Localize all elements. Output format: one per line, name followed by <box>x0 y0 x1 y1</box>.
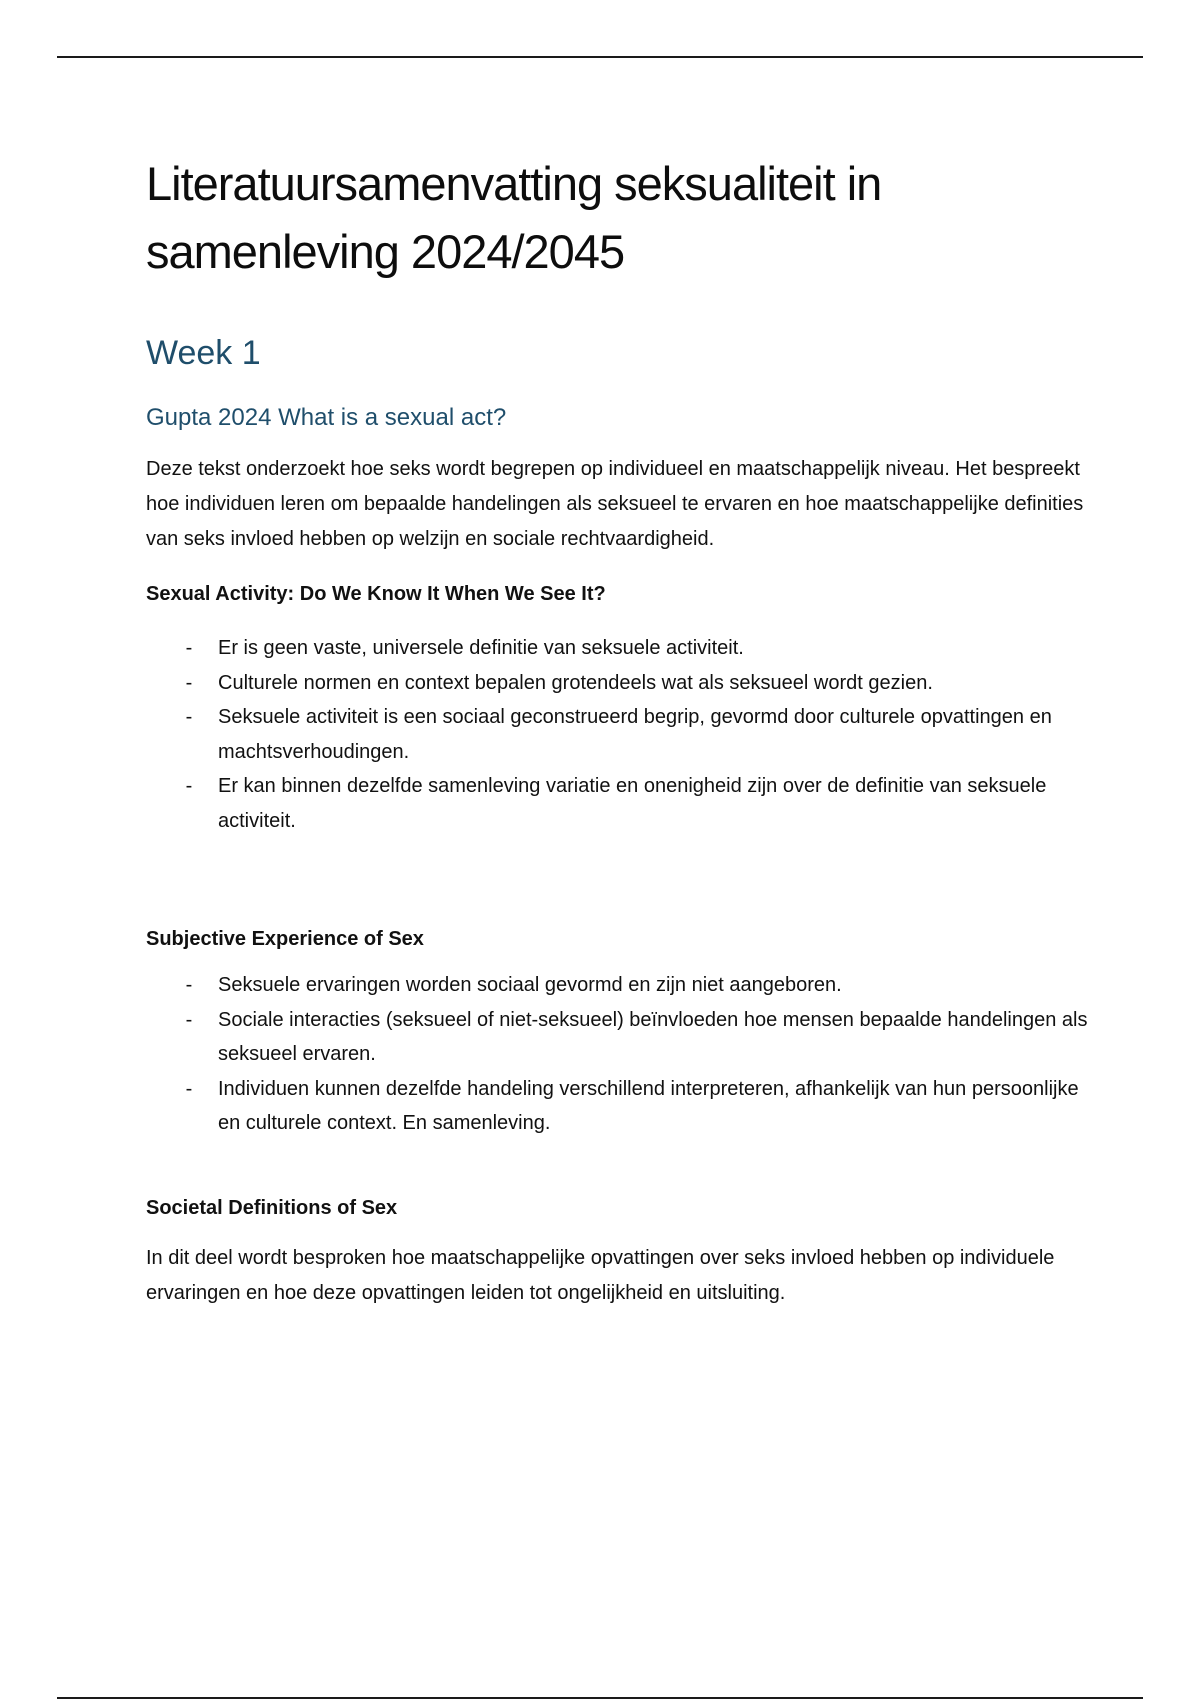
list-item-text: Seksuele activiteit is een sociaal geconstrueerd begrip, gevormd door culturele opvattingen en machtsverhoudingen. <box>218 706 1052 763</box>
bullet-marker: - <box>185 775 193 797</box>
bullet-marker: - <box>185 1077 193 1100</box>
list-item-text: Seksuele ervaringen worden sociaal gevormd en zijn niet aangeboren. <box>218 974 842 996</box>
spacer <box>146 838 1106 902</box>
bullet-marker: - <box>185 637 193 659</box>
bullet-marker: - <box>185 1008 193 1031</box>
list-item <box>146 1072 1106 1141</box>
top-rule <box>57 56 1143 58</box>
bullet-marker: - <box>185 974 193 996</box>
list-item <box>146 631 1106 666</box>
list-item <box>146 1003 1106 1072</box>
section-heading-subjective-experience: Subjective Experience of Sex <box>146 928 424 950</box>
societal-definitions-paragraph: In dit deel wordt besproken hoe maatschappelijke opvattingen over seks invloed hebben op individuele ervaringen en hoe deze opvattingen leiden tot ongelijkheid en uitsluiting. <box>146 1246 1055 1304</box>
intro-paragraph: Deze tekst onderzoekt hoe seks wordt begrepen op individueel en maatschappelijk niveau. Het bespreekt hoe individuen leren om bepaalde handelingen als seksueel te ervaren en hoe maatschappelijke definities van seks invloed hebben op welzijn en sociale rechtvaardigheid. <box>146 458 1084 550</box>
section-heading-sexual-activity: Sexual Activity: Do We Know It When We See It? <box>146 583 606 605</box>
list-item <box>146 666 1106 701</box>
bullet-marker: - <box>185 706 193 728</box>
list-item <box>146 700 1106 769</box>
document-title: Literatuursamenvatting seksualiteit in samenleving 2024/2045 <box>146 157 882 278</box>
week-heading: Week 1 <box>146 334 261 372</box>
list-item <box>146 968 1106 1003</box>
bullet-list-subjective-experience <box>146 968 1106 1141</box>
list-item-text: Er is geen vaste, universele definitie van seksuele activiteit. <box>218 637 744 659</box>
list-item-text: Individuen kunnen dezelfde handeling verschillend interpreteren, afhankelijk van hun persoonlijke en culturele context. En samenleving. <box>218 1077 1079 1134</box>
list-item <box>146 769 1106 838</box>
article-heading: Gupta 2024 What is a sexual act? <box>146 404 507 431</box>
bottom-rule <box>57 1697 1143 1699</box>
document-body <box>146 150 1106 1311</box>
bullet-marker: - <box>185 671 193 694</box>
section-heading-societal-definitions: Societal Definitions of Sex <box>146 1196 398 1219</box>
bullet-list-sexual-activity <box>146 631 1106 838</box>
spacer <box>146 1141 1106 1171</box>
list-item-text: Culturele normen en context bepalen grotendeels wat als seksueel wordt gezien. <box>218 671 933 694</box>
list-item-text: Er kan binnen dezelfde samenleving variatie en onenigheid zijn over de definitie van seksuele activiteit. <box>218 775 1047 832</box>
list-item-text: Sociale interacties (seksueel of niet-seksueel) beïnvloeden hoe mensen bepaalde handelingen als seksueel ervaren. <box>218 1008 1088 1065</box>
